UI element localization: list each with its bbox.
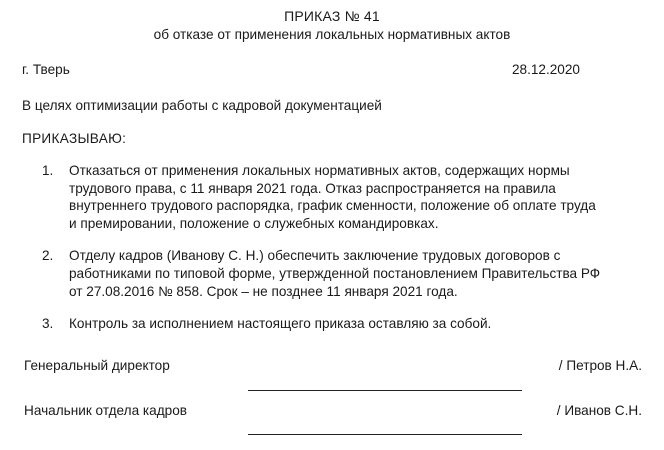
document-date: 28.12.2020 <box>511 62 580 77</box>
order-item-line: от 27.08.2016 № 858. Срок – не позднее 11 января 2021 года. <box>69 283 458 299</box>
order-item-line: работниками по типовой форме, утвержденной постановлением Правительства РФ <box>69 265 601 281</box>
signer-name: / Иванов С.Н. <box>556 403 642 418</box>
order-item-text <box>69 162 652 232</box>
order-item-line: Отказаться от применения локальных нормативных актов, содержащих нормы <box>69 163 570 178</box>
purpose-statement: В целях оптимизации работы с кадровой документацией <box>22 98 382 113</box>
signature-line <box>248 390 522 391</box>
order-item-number: 3. <box>42 316 54 332</box>
order-item-number: 1. <box>42 163 54 178</box>
order-item <box>42 247 652 300</box>
order-items-list <box>42 162 652 333</box>
order-item-line: внутреннего трудового распорядка, график сменности, положение об оплате труда <box>69 198 596 214</box>
order-item-line: Контроль за исполнением настоящего приказа оставляю за собой. <box>69 316 492 332</box>
signer-name: / Петров Н.А. <box>558 358 642 373</box>
order-item-line: трудового права, с 11 января 2021 года. Отказ распространяется на правила <box>69 180 556 196</box>
signer-position: Генеральный директор <box>24 358 170 373</box>
order-keyword: ПРИКАЗЫВАЮ: <box>22 131 127 146</box>
order-item <box>42 162 652 232</box>
order-item-number: 2. <box>42 248 54 264</box>
signature-line <box>248 434 522 435</box>
document-subtitle: об отказе от применения локальных нормативных актов <box>153 27 511 42</box>
city-label: г. Тверь <box>22 62 70 77</box>
signer-position: Начальник отдела кадров <box>24 403 187 418</box>
order-item-line: Отделу кадров (Иванову С. Н.) обеспечить заключение трудовых договоров с <box>69 248 561 264</box>
signature-row-hr-head <box>22 403 642 423</box>
order-item-line: и премировании, положение о служебных командировках. <box>69 215 439 231</box>
order-item-text <box>69 247 652 300</box>
signature-row-director <box>22 358 642 378</box>
order-item <box>42 315 652 333</box>
order-item-text <box>69 315 652 333</box>
document-title: ПРИКАЗ № 41 <box>284 8 380 24</box>
